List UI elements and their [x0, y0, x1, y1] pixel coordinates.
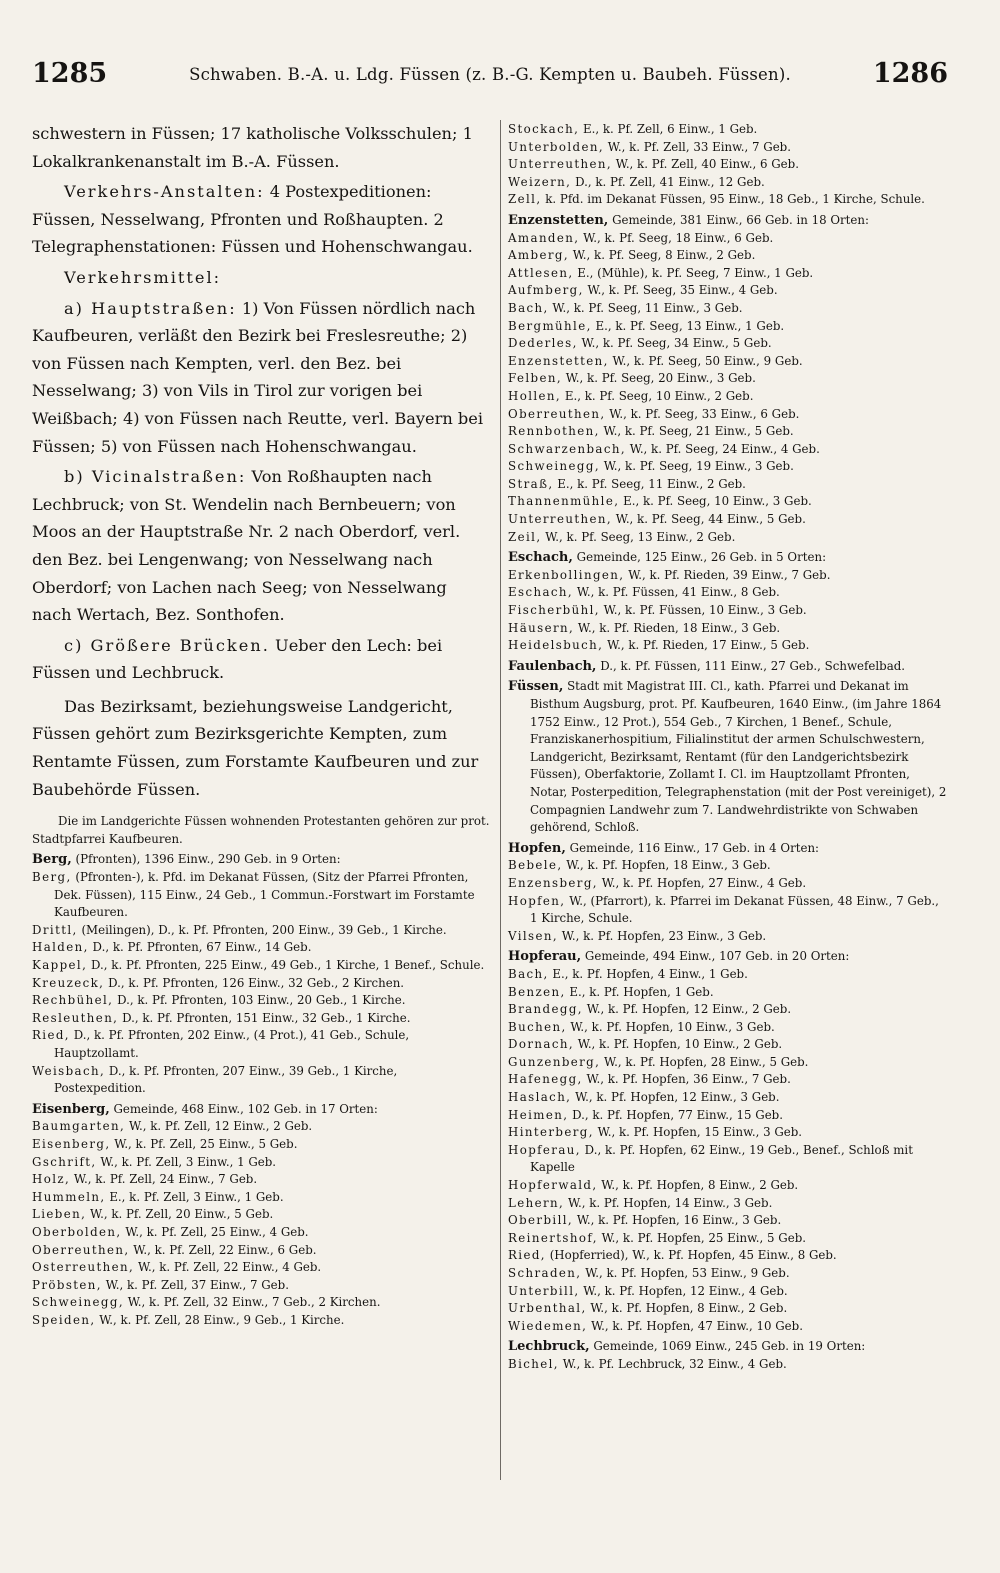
list-item — [508, 441, 948, 459]
list-item — [508, 1054, 948, 1072]
entry-faulenbach: Faulenbach, D., k. Pf. Füssen, 111 Einw., 27 Geb., Schwefelbad. — [508, 658, 906, 674]
place-details: D., k. Pf. Pfronten, 151 Einw., 32 Geb., 1 Kirche. — [122, 1010, 411, 1025]
list-item — [508, 1177, 948, 1195]
place-name: Oberbill, — [508, 1213, 574, 1228]
place-details: (Hopferried), W., k. Pf. Hopfen, 45 Einw., 8 Geb. — [549, 1248, 837, 1263]
list-item — [508, 476, 948, 494]
heading-traffic-institutions: Verkehrs-Anstalten: — [64, 182, 265, 202]
heading-main-roads: a) Hauptstraßen: — [64, 298, 237, 318]
place-details: W., k. Pf. Zell, 3 Einw., 1 Geb. — [100, 1154, 277, 1169]
list-item — [32, 1312, 490, 1330]
place-details: D., k. Pf. Zell, 41 Einw., 12 Geb. — [575, 174, 765, 189]
place-name: Heidelsbuch, — [508, 638, 604, 653]
list-item — [508, 875, 948, 893]
place-details: W., k. Pf. Zell, 25 Einw., 5 Geb. — [114, 1136, 298, 1151]
place-name: Buchen, — [508, 1019, 567, 1034]
list-item — [508, 1356, 948, 1374]
place-details: W., k. Pf. Hopfen, 12 Einw., 3 Geb. — [575, 1090, 780, 1105]
place-name: Gschrift, — [32, 1154, 97, 1169]
place-name: Zeil, — [508, 529, 542, 544]
entry-list-eisenberg-continued — [508, 121, 948, 209]
list-item — [32, 975, 490, 993]
place-name: Dornach, — [508, 1037, 574, 1052]
list-item — [508, 174, 948, 192]
list-item — [508, 1089, 948, 1107]
list-item — [508, 265, 948, 283]
list-item — [508, 1265, 948, 1283]
place-name: Eisenberg, — [32, 1136, 111, 1151]
list-item — [508, 529, 948, 547]
place-name: Hummeln, — [32, 1189, 106, 1204]
place-name: Holz, — [32, 1172, 71, 1187]
place-name: Schraden, — [508, 1266, 582, 1280]
list-item — [508, 300, 948, 318]
place-name: Baumgarten, — [32, 1119, 126, 1134]
place-name: Bebele, — [508, 858, 563, 873]
place-details: W., k. Pf. Seeg, 34 Einw., 5 Geb. — [581, 336, 772, 351]
place-details: W., k. Pf. Seeg, 18 Einw., 6 Geb. — [583, 230, 774, 245]
list-item — [508, 1230, 948, 1248]
place-name: Lieben, — [32, 1207, 87, 1222]
place-name: Schwarzenbach, — [508, 441, 626, 456]
place-name: Pröbsten, — [32, 1277, 102, 1292]
place-details: W., k. Pf. Hopfen, 14 Einw., 3 Geb. — [567, 1195, 773, 1210]
place-name: Erkenbollingen, — [508, 567, 625, 582]
entry-list-enzenstetten — [508, 230, 948, 547]
place-details: W., k. Pf. Zell, 22 Einw., 6 Geb. — [133, 1242, 317, 1257]
list-item — [508, 1212, 948, 1230]
list-item — [508, 511, 948, 529]
place-details: W., k. Pf. Hopfen, 47 Einw., 10 Geb. — [591, 1318, 803, 1333]
right-column — [508, 121, 948, 1374]
place-details: W., k. Pf. Hopfen, 23 Einw., 3 Geb. — [561, 928, 767, 943]
right-page-number: 1286 — [872, 58, 948, 89]
list-item — [508, 584, 948, 602]
place-name: Speiden, — [32, 1312, 96, 1327]
place-name: Amanden, — [508, 230, 580, 245]
paragraph-district-office: Das Bezirksamt, beziehungsweise Landgericht, Füssen gehört zum Bezirksgerichte Kempten, zum Rentamte Füssen, zum Forstamte Kaufbeuren und zur Baubehörde Füssen. — [32, 696, 479, 799]
place-details: W., k. Pf. Hopfen, 16 Einw., 3 Geb. — [576, 1213, 782, 1228]
place-name: Urbenthal, — [508, 1301, 587, 1316]
place-name: Heimen, — [508, 1107, 569, 1122]
place-name: Kreuzeck, — [32, 975, 105, 990]
place-details: W., k. Pf. Seeg, 24 Einw., 4 Geb. — [629, 441, 820, 456]
place-details: W., k. Pf. Seeg, 33 Einw., 6 Geb. — [609, 406, 800, 421]
heading-bridges: c) Größere Brücken. — [64, 635, 270, 655]
place-details: W., k. Pf. Hopfen, 12 Einw., 2 Geb. — [586, 1002, 792, 1017]
place-name: Hollen, — [508, 388, 562, 403]
list-item — [508, 1019, 948, 1037]
section-heading-enzenstetten: Enzenstetten, Gemeinde, 381 Einw., 66 Geb. in 18 Orten: — [508, 212, 869, 228]
list-item — [508, 318, 948, 336]
place-name: Unterreuthen, — [508, 157, 612, 172]
paragraph-bridges — [32, 632, 490, 687]
column-divider — [500, 120, 501, 1480]
place-name: Aufmberg, — [508, 283, 584, 298]
place-details: W., k. Pf. Hopfen, 25 Einw., 5 Geb. — [601, 1230, 806, 1245]
list-item — [32, 1259, 490, 1277]
place-name: Hinterberg, — [508, 1125, 594, 1140]
place-name: Straß, — [508, 476, 554, 491]
list-item — [508, 458, 948, 476]
list-item — [508, 567, 948, 585]
section-heading-eschach: Eschach, Gemeinde, 125 Einw., 26 Geb. in 5 Orten: — [508, 550, 827, 566]
place-name: Unterbolden, — [508, 139, 605, 154]
place-name: Stockach, — [508, 122, 580, 136]
list-item — [508, 1036, 948, 1054]
list-item — [508, 282, 948, 300]
place-details: W., k. Pf. Seeg, 50 Einw., 9 Geb. — [612, 353, 803, 368]
text-main-roads: 1) Von Füssen nördlich nach Kaufbeuren, verläßt den Bezirk bei Freslesreuthe; 2) von Füssen nach Kempten, verl. den Bez. bei Nesselwang; 3) von Vils in Tirol zur vorigen bei Weißbach; 4) von Füssen nach Reutte, verl. Bayern bei Füssen; 5) von Füssen nach Hohenschwangau. — [32, 298, 484, 456]
place-details: W., k. Pf. Lechbruck, 32 Einw., 4 Geb. — [562, 1356, 787, 1371]
left-column — [32, 120, 490, 1329]
entry-fuessen: Füssen, Stadt mit Magistrat III. Cl., kath. Pfarrei und Dekanat im Bisthum Augsburg, prot. Pf. Kaufbeuren, 1640 Einw., (im Jahre 1864 1752 Einw., 12 Prot.), 554 Geb., 7 Kirchen, 1 Benef., Schule, Franziskanerhospitium, Filialinstitut der armen Schulschwestern, Landgericht, Bezirksamt, Rentamt (für den Landgerichtsbezirk Füssen), Oberfaktorie, Zollamt I. Cl. im Hauptzollamt Pfronten, Notar, Posterpedition, Telegraphenstation (mit der Post vereiniget), 2 Compagnien Landwehr zum 7. Landwehrdistrikte von Schwaben gehörend, Schloß. — [508, 679, 947, 835]
place-name: Hopfen, — [508, 893, 566, 908]
list-item — [508, 493, 948, 511]
place-name: Hopferau, — [508, 1142, 581, 1157]
list-item — [508, 966, 948, 984]
list-item — [508, 156, 948, 174]
list-item — [508, 602, 948, 620]
place-details: D., k. Pf. Hopfen, 77 Einw., 15 Geb. — [572, 1107, 783, 1122]
list-item — [508, 406, 948, 424]
place-name: Enzensberg, — [508, 875, 598, 890]
place-details: E., k. Pf. Seeg, 10 Einw., 2 Geb. — [564, 388, 754, 403]
place-name: Halden, — [32, 940, 89, 955]
place-details: W., k. Pf. Seeg, 13 Einw., 2 Geb. — [545, 529, 736, 544]
place-details: W., (Pfarrort), k. Pfarrei im Dekanat Füssen, 48 Einw., 7 Geb., 1 Kirche, Schule. — [530, 893, 939, 926]
place-details: W., k. Pf. Seeg, 44 Einw., 5 Geb. — [615, 512, 806, 527]
place-details: W., k. Pf. Seeg, 19 Einw., 3 Geb. — [603, 459, 794, 474]
place-details: W., k. Pf. Zell, 20 Einw., 5 Geb. — [90, 1207, 274, 1222]
running-title: Schwaben. B.-A. u. Ldg. Füssen (z. B.-G. Kempten u. Baubeh. Füssen). — [189, 65, 791, 84]
place-name: Reinertshof, — [508, 1230, 598, 1245]
list-item — [508, 637, 948, 655]
place-details: W., k. Pf. Seeg, 11 Einw., 3 Geb. — [552, 300, 743, 315]
place-details: W., k. Pf. Hopfen, 8 Einw., 2 Geb. — [590, 1301, 788, 1316]
place-details: D., k. Pf. Hopfen, 62 Einw., 19 Geb., Benef., Schloß mit Kapelle — [530, 1142, 913, 1175]
list-item — [32, 957, 490, 975]
place-details: W., k. Pf. Zell, 37 Einw., 7 Geb. — [105, 1277, 289, 1292]
place-name: Benzen, — [508, 984, 566, 999]
place-name: Lehern, — [508, 1195, 565, 1210]
list-item — [508, 247, 948, 265]
place-name: Fischerbühl, — [508, 603, 600, 618]
list-item — [32, 1027, 490, 1062]
place-details: W., k. Pf. Hopfen, 10 Einw., 2 Geb. — [577, 1037, 783, 1052]
place-details: (Pfronten-), k. Pfd. im Dekanat Füssen, (Sitz der Pfarrei Pfronten, Dek. Füssen), 115 Einw., 24 Geb., 1 Commun.-Forstwart im Forstamte Kaufbeuren. — [54, 870, 475, 920]
place-details: D., k. Pf. Pfronten, 103 Einw., 20 Geb., 1 Kirche. — [117, 993, 406, 1008]
list-item — [508, 1124, 948, 1142]
list-item — [32, 1171, 490, 1189]
list-item — [508, 857, 948, 875]
place-name: Dederles, — [508, 336, 578, 351]
list-item — [32, 992, 490, 1010]
list-item — [32, 1206, 490, 1224]
list-item — [32, 1010, 490, 1028]
place-name: Haslach, — [508, 1090, 572, 1105]
list-item — [508, 121, 948, 139]
place-name: Bergmühle, — [508, 318, 592, 333]
place-details: W., k. Pf. Rieden, 18 Einw., 3 Geb. — [577, 620, 781, 635]
list-item — [32, 1154, 490, 1172]
place-name: Schweinegg, — [32, 1295, 124, 1310]
place-details: E., k. Pf. Zell, 6 Einw., 1 Geb. — [583, 122, 758, 136]
place-details: E., k. Pf. Hopfen, 1 Geb. — [569, 984, 714, 999]
list-item — [32, 1277, 490, 1295]
place-details: W., k. Pf. Zell, 12 Einw., 2 Geb. — [128, 1119, 313, 1134]
list-item — [508, 984, 948, 1002]
place-name: Bach, — [508, 300, 549, 315]
place-name: Zell, — [508, 192, 542, 207]
section-heading-eisenberg: Eisenberg, Gemeinde, 468 Einw., 102 Geb. in 17 Orten: — [32, 1101, 378, 1117]
place-details: W., k. Pf. Hopfen, 18 Einw., 3 Geb. — [566, 858, 771, 873]
place-details: D., k. Pf. Pfronten, 67 Einw., 14 Geb. — [92, 940, 312, 955]
place-details: W., k. Pf. Füssen, 10 Einw., 3 Geb. — [603, 603, 807, 618]
place-details: W., k. Pf. Zell, 40 Einw., 6 Geb. — [615, 157, 799, 172]
place-details: W., k. Pf. Zell, 24 Einw., 7 Geb. — [73, 1172, 258, 1187]
place-name: Hafenegg, — [508, 1072, 583, 1087]
place-name: Ried, — [32, 1028, 70, 1043]
place-name: Weisbach, — [32, 1063, 106, 1078]
heading-vicinal-roads: b) Vicinalstraßen: — [64, 467, 247, 487]
place-details: D., k. Pf. Pfronten, 202 Einw., (4 Prot.), 41 Geb., Schule, Hauptzollamt. — [54, 1028, 410, 1060]
entry-list-lechbruck — [508, 1356, 948, 1374]
place-name: Hopferwald, — [508, 1178, 598, 1193]
place-name: Rechbühel, — [32, 993, 114, 1008]
place-name: Unterreuthen, — [508, 512, 612, 527]
place-details: (Meilingen), D., k. Pf. Pfronten, 200 Einw., 39 Geb., 1 Kirche. — [81, 922, 447, 937]
note-protestants: Die im Landgerichte Füssen wohnenden Protestanten gehören zur prot. Stadtpfarrei Kaufbeuren. — [32, 814, 490, 846]
entry-list-berg — [32, 869, 490, 1098]
paragraph-traffic-institutions — [32, 178, 490, 261]
text-vicinal-roads: Von Roßhaupten nach Lechbruck; von St. Wendelin nach Bernbeuern; von Moos an der Hauptstraße Nr. 2 nach Oberdorf, verl. den Bez. bei Lengenwang; von Nesselwang nach Oberdorf; von Lachen nach Seeg; von Nesselwang nach Wertach, Bez. Sonthofen. — [32, 467, 461, 625]
place-details: W., k. Pf. Zell, 22 Einw., 4 Geb. — [137, 1260, 322, 1275]
paragraph-schools: schwestern in Füssen; 17 katholische Volksschulen; 1 Lokalkrankenanstalt im B.-A. Füssen. — [32, 124, 473, 171]
list-item — [32, 1189, 490, 1207]
list-item — [508, 353, 948, 371]
place-details: E., k. Pf. Seeg, 11 Einw., 2 Geb. — [557, 476, 746, 491]
place-details: W., k. Pf. Hopfen, 28 Einw., 5 Geb. — [604, 1054, 809, 1069]
section-heading-lechbruck: Lechbruck, Gemeinde, 1069 Einw., 245 Geb. in 19 Orten: — [508, 1339, 866, 1355]
place-details: W., k. Pf. Rieden, 17 Einw., 5 Geb. — [607, 638, 810, 653]
place-details: E., k. Pf. Hopfen, 4 Einw., 1 Geb. — [552, 966, 748, 981]
list-item — [508, 1001, 948, 1019]
list-item — [508, 1247, 948, 1265]
list-item — [508, 1300, 948, 1318]
list-item — [508, 620, 948, 638]
list-item — [32, 1242, 490, 1260]
place-details: W., k. Pf. Rieden, 39 Einw., 7 Geb. — [628, 567, 831, 582]
heading-traffic-means: Verkehrsmittel: — [64, 267, 222, 287]
list-item — [32, 869, 490, 922]
list-item — [508, 423, 948, 441]
list-item — [508, 928, 948, 946]
list-item — [508, 191, 948, 209]
place-details: W., k. Pf. Seeg, 20 Einw., 3 Geb. — [565, 371, 756, 386]
place-details: W., k. Pf. Hopfen, 53 Einw., 9 Geb. — [585, 1266, 790, 1280]
place-name: Vilsen, — [508, 928, 559, 943]
entry-list-hopfen — [508, 857, 948, 945]
list-item — [32, 1118, 490, 1136]
section-heading-berg: Berg, (Pfronten), 1396 Einw., 290 Geb. in 9 Orten: — [32, 852, 341, 868]
place-name: Bach, — [508, 966, 549, 981]
place-name: Wiedemen, — [508, 1318, 588, 1333]
left-page-number: 1285 — [32, 58, 108, 89]
place-name: Resleuthen, — [32, 1010, 119, 1025]
place-details: W., k. Pf. Hopfen, 12 Einw., 4 Geb. — [583, 1283, 788, 1298]
list-item — [508, 1283, 948, 1301]
list-item — [32, 1136, 490, 1154]
place-name: Schweinegg, — [508, 459, 600, 474]
text-traffic-institutions: 4 Postexpeditionen: Füssen, Nesselwang, Pfronten und Roßhaupten. 2 Telegraphenstationen: Füssen und Hohenschwangau. — [32, 182, 473, 257]
place-details: W., k. Pf. Zell, 32 Einw., 7 Geb., 2 Kirchen. — [127, 1295, 381, 1310]
place-details: W., k. Pf. Zell, 25 Einw., 4 Geb. — [125, 1224, 309, 1239]
section-heading-hopfen: Hopfen, Gemeinde, 116 Einw., 17 Geb. in 4 Orten: — [508, 840, 820, 856]
entry-list-eisenberg — [32, 1118, 490, 1329]
list-item — [508, 1318, 948, 1336]
place-details: E., k. Pf. Seeg, 13 Einw., 1 Geb. — [595, 318, 785, 333]
list-item — [32, 939, 490, 957]
place-details: W., k. Pf. Hopfen, 10 Einw., 3 Geb. — [570, 1019, 775, 1034]
place-name: Brandegg, — [508, 1002, 583, 1017]
list-item — [32, 1224, 490, 1242]
place-name: Oberreuthen, — [508, 406, 606, 421]
page-header — [32, 58, 948, 98]
place-details: D., k. Pf. Pfronten, 207 Einw., 39 Geb., 1 Kirche, Postexpedition. — [54, 1063, 398, 1096]
place-name: Amberg, — [508, 248, 569, 263]
place-name: Häusern, — [508, 620, 575, 635]
list-item — [508, 388, 948, 406]
text-bridges: Ueber den Lech: bei Füssen und Lechbruck. — [32, 635, 443, 683]
list-item — [32, 1063, 490, 1098]
place-name: Kappel, — [32, 958, 88, 972]
place-name: Ried, — [508, 1248, 546, 1263]
list-item — [508, 230, 948, 248]
place-details: D., k. Pf. Pfronten, 126 Einw., 32 Geb., 2 Kirchen. — [108, 975, 405, 990]
place-details: W., k. Pf. Hopfen, 8 Einw., 2 Geb. — [601, 1178, 799, 1193]
list-item — [508, 335, 948, 353]
list-item — [508, 1142, 948, 1177]
list-item — [508, 370, 948, 388]
list-item — [508, 1071, 948, 1089]
place-name: Felben, — [508, 371, 562, 386]
entry-list-hopferau — [508, 966, 948, 1335]
entry-list-eschach — [508, 567, 948, 655]
place-details: W., k. Pf. Seeg, 8 Einw., 2 Geb. — [572, 248, 756, 263]
place-details: W., k. Pf. Hopfen, 15 Einw., 3 Geb. — [597, 1125, 803, 1140]
place-name: Oberbolden, — [32, 1224, 122, 1239]
place-name: Drittl, — [32, 922, 78, 937]
place-name: Eschach, — [508, 585, 574, 600]
place-name: Rennbothen, — [508, 424, 600, 439]
place-details: W., k. Pf. Füssen, 41 Einw., 8 Geb. — [576, 585, 780, 600]
place-details: W., k. Pf. Zell, 33 Einw., 7 Geb. — [607, 139, 791, 154]
place-details: W., k. Pf. Seeg, 35 Einw., 4 Geb. — [587, 283, 778, 298]
place-name: Thannenmühle, — [508, 494, 620, 509]
place-details: k. Pfd. im Dekanat Füssen, 95 Einw., 18 Geb., 1 Kirche, Schule. — [545, 192, 925, 207]
place-details: W., k. Pf. Hopfen, 27 Einw., 4 Geb. — [601, 875, 807, 890]
paragraph-main-roads — [32, 295, 490, 461]
list-item — [508, 139, 948, 157]
place-details: E., k. Pf. Seeg, 10 Einw., 3 Geb. — [623, 494, 812, 509]
list-item — [32, 922, 490, 940]
place-name: Attlesen, — [508, 265, 574, 280]
section-heading-hopferau: Hopferau, Gemeinde, 494 Einw., 107 Geb. in 20 Orten: — [508, 949, 850, 965]
place-details: E., (Mühle), k. Pf. Seeg, 7 Einw., 1 Geb. — [577, 265, 814, 280]
place-details: E., k. Pf. Zell, 3 Einw., 1 Geb. — [109, 1189, 284, 1204]
list-item — [508, 893, 948, 928]
list-item — [508, 1107, 948, 1125]
place-name: Osterreuthen, — [32, 1260, 135, 1275]
list-item — [508, 1195, 948, 1213]
place-details: W., k. Pf. Zell, 28 Einw., 9 Geb., 1 Kirche. — [99, 1312, 345, 1327]
place-name: Gunzenberg, — [508, 1054, 601, 1069]
place-name: Weizern, — [508, 174, 572, 189]
place-name: Unterbill, — [508, 1283, 580, 1298]
paragraph-vicinal-roads — [32, 463, 490, 629]
place-name: Bichel, — [508, 1356, 559, 1371]
place-details: D., k. Pf. Pfronten, 225 Einw., 49 Geb., 1 Kirche, 1 Benef., Schule. — [91, 958, 485, 972]
place-name: Enzenstetten, — [508, 353, 609, 368]
place-details: W., k. Pf. Hopfen, 36 Einw., 7 Geb. — [586, 1072, 791, 1087]
place-details: W., k. Pf. Seeg, 21 Einw., 5 Geb. — [603, 424, 794, 439]
list-item — [32, 1294, 490, 1312]
place-name: Oberreuthen, — [32, 1242, 130, 1257]
place-name: Berg, — [32, 870, 72, 885]
